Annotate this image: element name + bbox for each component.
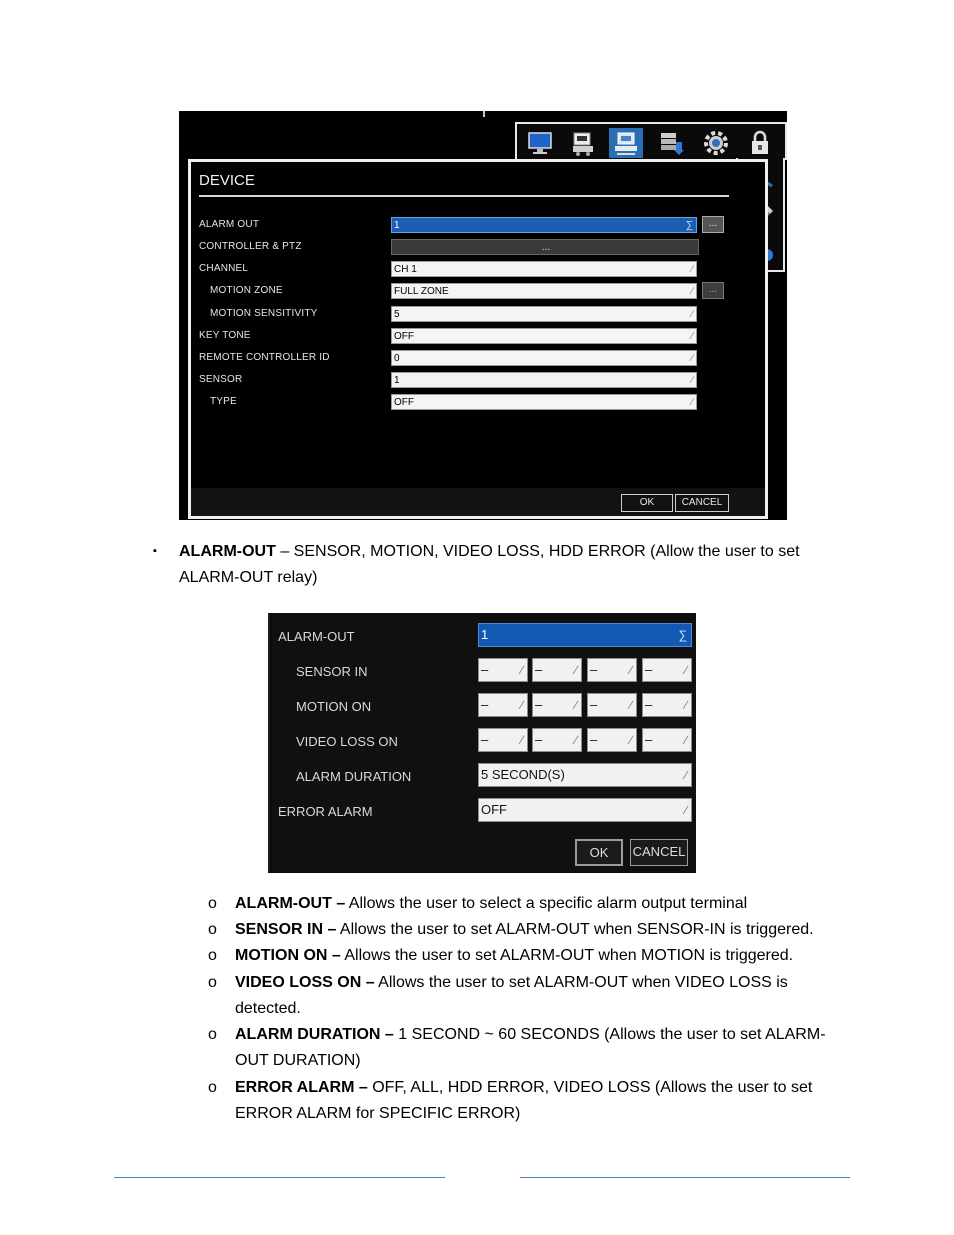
description: Allows the user to set ALARM-OUT when SENSOR-IN is triggered. [336, 921, 814, 938]
edit-icon: ∕ [691, 375, 693, 386]
alarm-duration-label: ALARM DURATION [296, 769, 412, 784]
title-divider [199, 195, 729, 197]
sub-bullet-marker: o [208, 974, 217, 991]
cancel-button[interactable]: CANCEL [630, 839, 688, 866]
alarm-duration-value: 5 SECOND(S) [481, 767, 565, 782]
remote-controller-id-value: 0 [394, 353, 400, 364]
sub-bullet-video-loss-on [235, 970, 788, 996]
term: MOTION ON – [235, 947, 341, 964]
sub-bullet-motion-on [235, 943, 793, 969]
edit-icon: ∕ [574, 698, 577, 712]
sub-bullet-alarm-duration-cont: OUT DURATION) [235, 1052, 361, 1069]
key-tone-value: OFF [394, 331, 414, 342]
remote-controller-id-label: REMOTE CONTROLLER ID [199, 352, 330, 363]
motion-sensitivity-label: MOTION SENSITIVITY [210, 308, 318, 319]
edit-icon: ∕ [684, 663, 687, 677]
description: Allows the user to set ALARM-OUT when MOTION is triggered. [340, 947, 794, 964]
edit-icon: ∕ [520, 663, 523, 677]
monitor-icon[interactable] [523, 128, 557, 158]
edit-icon: ∕ [629, 698, 632, 712]
device-settings-screenshot [179, 111, 787, 520]
dash-value: – [645, 697, 653, 712]
alarm-out-value: 1 [394, 220, 400, 231]
alarm-out-value: 1 [481, 627, 489, 642]
motion-zone-select[interactable] [391, 283, 697, 299]
sensor-in-field-2[interactable] [532, 658, 582, 682]
description: Allows the user to select a specific alarm output terminal [345, 895, 748, 912]
edit-icon: ∕ [691, 286, 693, 297]
edit-icon: ∕ [574, 733, 577, 747]
term: VIDEO LOSS ON – [235, 974, 375, 991]
motion-on-field-4[interactable] [642, 693, 692, 717]
dash-value: – [590, 732, 598, 747]
edit-icon: ∕ [684, 698, 687, 712]
alarm-out-description [179, 539, 800, 565]
sigma-icon: ∑ [685, 220, 693, 231]
dash-value: – [481, 662, 489, 677]
alarm-out-text: – SENSOR, MOTION, VIDEO LOSS, HDD ERROR (Allow the user to set [275, 543, 800, 560]
sensor-in-label: SENSOR IN [296, 664, 368, 679]
edit-icon: ∕ [691, 331, 693, 342]
sub-bullet-alarm-duration [235, 1022, 826, 1048]
motion-on-field-2[interactable] [532, 693, 582, 717]
alarm-out-settings-screenshot [268, 613, 696, 873]
dash-value: – [535, 662, 543, 677]
sensor-value: 1 [394, 375, 400, 386]
sub-bullet-error-alarm [235, 1075, 812, 1101]
dash-value: – [590, 697, 598, 712]
alarm-out-term: ALARM-OUT [179, 543, 276, 560]
channel-value: CH 1 [394, 264, 417, 275]
video-loss-on-field-2[interactable] [532, 728, 582, 752]
controller-ptz-label: CONTROLLER & PTZ [199, 241, 302, 252]
sub-bullet-marker: o [208, 895, 217, 912]
type-select[interactable] [391, 394, 697, 410]
edit-icon: ∕ [629, 733, 632, 747]
gear-icon[interactable] [699, 128, 733, 158]
key-tone-label: KEY TONE [199, 330, 251, 341]
footer-rule-left [114, 1177, 445, 1178]
video-loss-on-field-1[interactable] [478, 728, 528, 752]
alarm-out-more-button[interactable]: ... [702, 216, 724, 233]
term: ALARM-OUT – [235, 895, 346, 912]
edit-icon: ∕ [691, 264, 693, 275]
edit-icon: ∕ [684, 803, 687, 817]
motion-on-label: MOTION ON [296, 699, 372, 714]
video-loss-on-field-3[interactable] [587, 728, 637, 752]
description: 1 SECOND ~ 60 SECONDS (Allows the user to set ALARM- [393, 1026, 826, 1043]
footer-rule-right [520, 1177, 850, 1178]
alarm-out-label: ALARM-OUT [278, 629, 355, 644]
type-label: TYPE [210, 396, 237, 407]
panel-edge [268, 613, 270, 873]
type-value: OFF [394, 397, 414, 408]
motion-sensitivity-select[interactable] [391, 306, 697, 322]
motion-zone-more-button[interactable]: ... [702, 282, 724, 299]
dash-value: – [481, 697, 489, 712]
network-device-icon[interactable] [609, 128, 643, 158]
channel-label: CHANNEL [199, 263, 249, 274]
dash-value: – [481, 732, 489, 747]
record-icon[interactable] [566, 128, 600, 158]
alarm-out-description-cont: ALARM-OUT relay) [179, 569, 318, 586]
edit-icon: ∕ [520, 733, 523, 747]
description: Allows the user to set ALARM-OUT when VIDEO LOSS is [374, 974, 788, 991]
bullet-marker: ▪ [153, 545, 157, 557]
error-alarm-label: ERROR ALARM [278, 804, 373, 819]
screen-mark [483, 111, 485, 117]
lock-icon[interactable] [743, 128, 777, 158]
ok-button[interactable]: OK [621, 494, 673, 512]
video-loss-on-label: VIDEO LOSS ON [296, 734, 398, 749]
edit-icon: ∕ [691, 309, 693, 320]
motion-zone-value: FULL ZONE [394, 286, 449, 297]
key-tone-select[interactable] [391, 328, 697, 344]
dash-value: – [645, 732, 653, 747]
error-alarm-value: OFF [481, 802, 507, 817]
dash-value: – [535, 732, 543, 747]
sub-bullet-marker: o [208, 1079, 217, 1096]
alarm-out-label: ALARM OUT [199, 219, 260, 230]
dash-value: – [590, 662, 598, 677]
sub-bullet-marker: o [208, 1026, 217, 1043]
video-loss-on-field-4[interactable] [642, 728, 692, 752]
motion-zone-label: MOTION ZONE [210, 285, 283, 296]
sensor-in-field-3[interactable] [587, 658, 637, 682]
alarm-duration-select[interactable] [478, 763, 692, 787]
alarm-out-select[interactable] [478, 623, 692, 647]
sub-bullet-marker: o [208, 947, 217, 964]
edit-icon: ∕ [629, 663, 632, 677]
sensor-label: SENSOR [199, 374, 243, 385]
sub-bullet-video-loss-on-cont: detected. [235, 1000, 301, 1017]
edit-icon: ∕ [684, 768, 687, 782]
alarm-out-dialog [272, 613, 696, 873]
term: ERROR ALARM – [235, 1079, 368, 1096]
description: OFF, ALL, HDD ERROR, VIDEO LOSS (Allows the user to set [367, 1079, 813, 1096]
sub-bullet-marker: o [208, 921, 217, 938]
motion-on-field-3[interactable] [587, 693, 637, 717]
sensor-in-field-1[interactable] [478, 658, 528, 682]
edit-icon: ∕ [691, 397, 693, 408]
cancel-button[interactable]: CANCEL [675, 494, 729, 512]
sub-bullet-error-alarm-cont: ERROR ALARM for SPECIFIC ERROR) [235, 1105, 521, 1122]
remote-controller-id-select[interactable] [391, 350, 697, 366]
menu-toolbar [515, 122, 787, 160]
device-dialog [188, 159, 768, 519]
sigma-icon: ∑ [678, 628, 687, 642]
dash-value: – [645, 662, 653, 677]
term: SENSOR IN – [235, 921, 337, 938]
edit-icon: ∕ [691, 353, 693, 364]
error-alarm-select[interactable] [478, 798, 692, 822]
edit-icon: ∕ [684, 733, 687, 747]
motion-sensitivity-value: 5 [394, 309, 400, 320]
ok-button[interactable]: OK [575, 839, 623, 866]
dialog-title: DEVICE [199, 172, 255, 189]
edit-icon: ∕ [520, 698, 523, 712]
dash-value: – [535, 697, 543, 712]
controller-ptz-button[interactable]: ... [391, 239, 699, 255]
motion-on-field-1[interactable] [478, 693, 528, 717]
term: ALARM DURATION – [235, 1026, 394, 1043]
sensor-select[interactable] [391, 372, 697, 388]
channel-select[interactable] [391, 261, 697, 277]
alarm-out-select[interactable] [391, 217, 697, 233]
edit-icon: ∕ [574, 663, 577, 677]
sensor-in-field-4[interactable] [642, 658, 692, 682]
sub-bullet-alarm-out [235, 891, 747, 917]
storage-icon[interactable] [654, 128, 688, 158]
sub-bullet-sensor-in [235, 917, 814, 943]
